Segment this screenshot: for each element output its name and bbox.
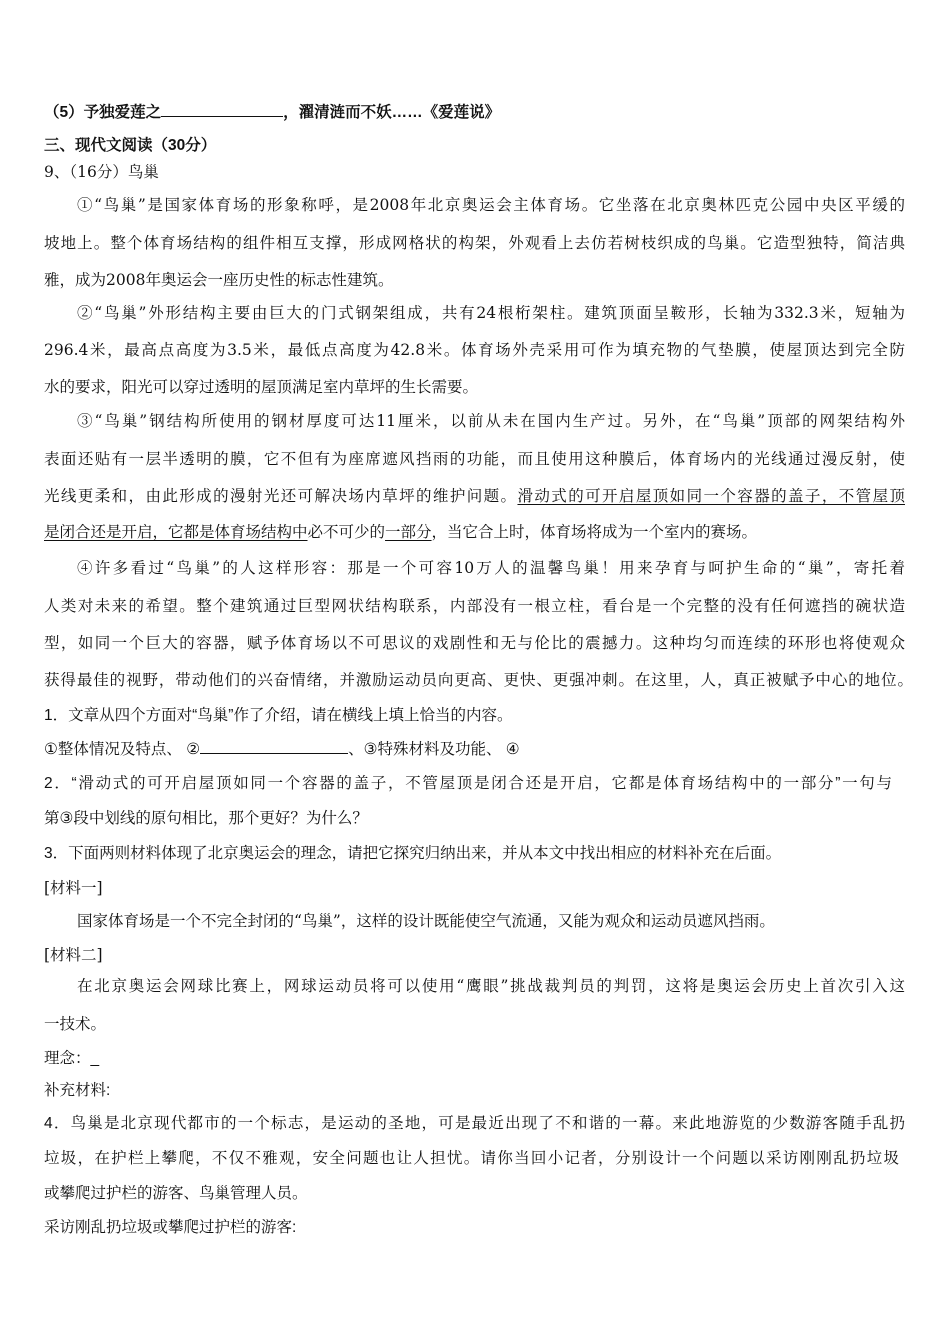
p1-line-1: ①“鸟巢”是国家体育场的形象称呼，是2008年北京奥运会主体育场。它坐落在北京奥林匹克公园中央区平缓的 bbox=[77, 196, 905, 214]
q3-prompt: 3．下面两则材料体现了北京奥运会的理念，请把它探究归纳出来，并从本文中找出相应的材料补充在后面。 bbox=[44, 845, 782, 862]
q4-line-1: 4．鸟巢是北京现代都市的一个标志，是运动的圣地，可是最近出现了不和谐的一幕。来此地游览的少数游客随手乱扔 bbox=[44, 1115, 905, 1132]
material1-text: 国家体育场是一个不完全封闭的“鸟巢”，这样的设计既能使空气流通，又能为观众和运动员遮风挡雨。 bbox=[77, 912, 775, 930]
q1-answer-b: 、③特殊材料及功能、 ④ bbox=[348, 741, 520, 758]
material2-line-1: 在北京奥运会网球比赛上，网球运动员将可以使用“鹰眼”挑战裁判员的判罚，这将是奥运会历史上首次引入这 bbox=[77, 977, 905, 995]
p4-line-1: ④许多看过“鸟巢”的人这样形容：那是一个可容10万人的温馨鸟巢！用来孕育与呵护生命的“巢”，寄托着 bbox=[77, 559, 905, 577]
q4-line-3: 或攀爬过护栏的游客、鸟巢管理人员。 bbox=[44, 1185, 308, 1202]
p2-line-1: ②“鸟巢”外形结构主要由巨大的门式钢架组成，共有24根桁架柱。建筑顶面呈鞍形，长轴为332.3米，短轴为 bbox=[77, 304, 905, 322]
q4-sub-prompt: 采访刚乱扔垃圾或攀爬过护栏的游客: bbox=[44, 1219, 297, 1236]
q1-prompt: 1．文章从四个方面对“鸟巢”作了介绍，请在横线上填上恰当的内容。 bbox=[44, 707, 513, 724]
material1-label: [材料一] bbox=[44, 879, 103, 897]
p3-line-1: ③“鸟巢”钢结构所使用的钢材厚度可达11厘米，以前从未在国内生产过。另外，在“鸟巢”顶部的网架结构外 bbox=[77, 412, 905, 430]
section3-title: 三、现代文阅读（30分） bbox=[44, 137, 217, 154]
p3-line-3-plain: 光线更柔和，由此形成的漫射光还可解决场内草坪的维护问题。 bbox=[44, 487, 518, 505]
p3-line-2: 表面还贴有一层半透明的膜，它不但有为座席遮风挡雨的功能，而且使用这种膜后，体育场内的光线通过漫反射，使 bbox=[44, 450, 905, 468]
p3-underlined-sentence-part1: 滑动式的可开启屋顶如同一个容器的盖子，不管屋顶 bbox=[517, 487, 905, 505]
p2-line-2: 296.4米，最高点高度为3.5米，最低点高度为42.8米。体育场外壳采用可作为填充物的气垫膜，使屋顶达到完全防 bbox=[44, 341, 905, 359]
p4-line-4: 获得最佳的视野，带动他们的兴奋情绪，并激励运动员向更高、更快、更强冲刺。在这里，人，真正被赋予中心的地位。 bbox=[44, 671, 913, 689]
q1-blank-2[interactable] bbox=[200, 739, 348, 754]
p3-line-3 bbox=[44, 486, 905, 506]
idea-label: 理念：_ bbox=[44, 1050, 100, 1067]
q5-blank[interactable] bbox=[161, 102, 283, 117]
p3-line-4-plain-1: 必不可少的 bbox=[307, 523, 386, 541]
p2-line-3: 水的要求，阳光可以穿过透明的屋顶满足室内草坪的生长需要。 bbox=[44, 378, 479, 396]
p3-line-4 bbox=[44, 522, 757, 542]
supplement-label: 补充材料: bbox=[44, 1082, 111, 1099]
q9-title: 9、（16分）鸟巢 bbox=[44, 163, 159, 181]
p1-line-3: 雅，成为2008年奥运会一座历史性的标志性建筑。 bbox=[44, 271, 394, 289]
p4-line-2: 人类对未来的希望。整个建筑通过巨型网状结构联系，内部没有一根立柱，看台是一个完整的没有任何遮挡的碗状造 bbox=[44, 597, 905, 615]
q5-text-b: ，濯清涟而不妖……《爱莲说》 bbox=[283, 104, 501, 121]
p3-underlined-sentence-part3: 一部分 bbox=[385, 523, 432, 541]
q5-line bbox=[44, 102, 500, 123]
q2-line-1: 2．“滑动式的可开启屋顶如同一个容器的盖子，不管屋顶是闭合还是开启，它都是体育场结构中的一部分”一句与 bbox=[44, 775, 892, 792]
material2-line-2: 一技术。 bbox=[44, 1015, 107, 1033]
q2-line-2: 第③段中划线的原句相比，那个更好？为什么？ bbox=[44, 810, 368, 827]
p3-underlined-sentence-part2: 是闭合还是开启，它都是体育场结构中 bbox=[44, 523, 308, 541]
q1-answer-a: ①整体情况及特点、 ② bbox=[44, 741, 201, 758]
q4-line-2: 垃圾，在护栏上攀爬，不仅不雅观，安全问题也让人担忧。请你当回小记者，分别设计一个问题以采访刚刚乱扔垃圾 bbox=[44, 1150, 899, 1167]
p1-line-2: 坡地上。整个体育场结构的组件相互支撑，形成网格状的构架，外观看上去仿若树枝织成的鸟巢。它造型独特，简洁典 bbox=[44, 234, 905, 252]
p3-line-4-plain-2: ，当它合上时，体育场将成为一个室内的赛场。 bbox=[431, 523, 758, 541]
p4-line-3: 型，如同一个巨大的容器，赋予体育场以不可思议的戏剧性和无与伦比的震撼力。这种均匀而连续的环形也将使观众 bbox=[44, 634, 905, 652]
q1-answer-line bbox=[44, 739, 520, 760]
material2-label: [材料二] bbox=[44, 946, 103, 964]
q5-text-a: （5）予独爱莲之 bbox=[44, 104, 162, 121]
